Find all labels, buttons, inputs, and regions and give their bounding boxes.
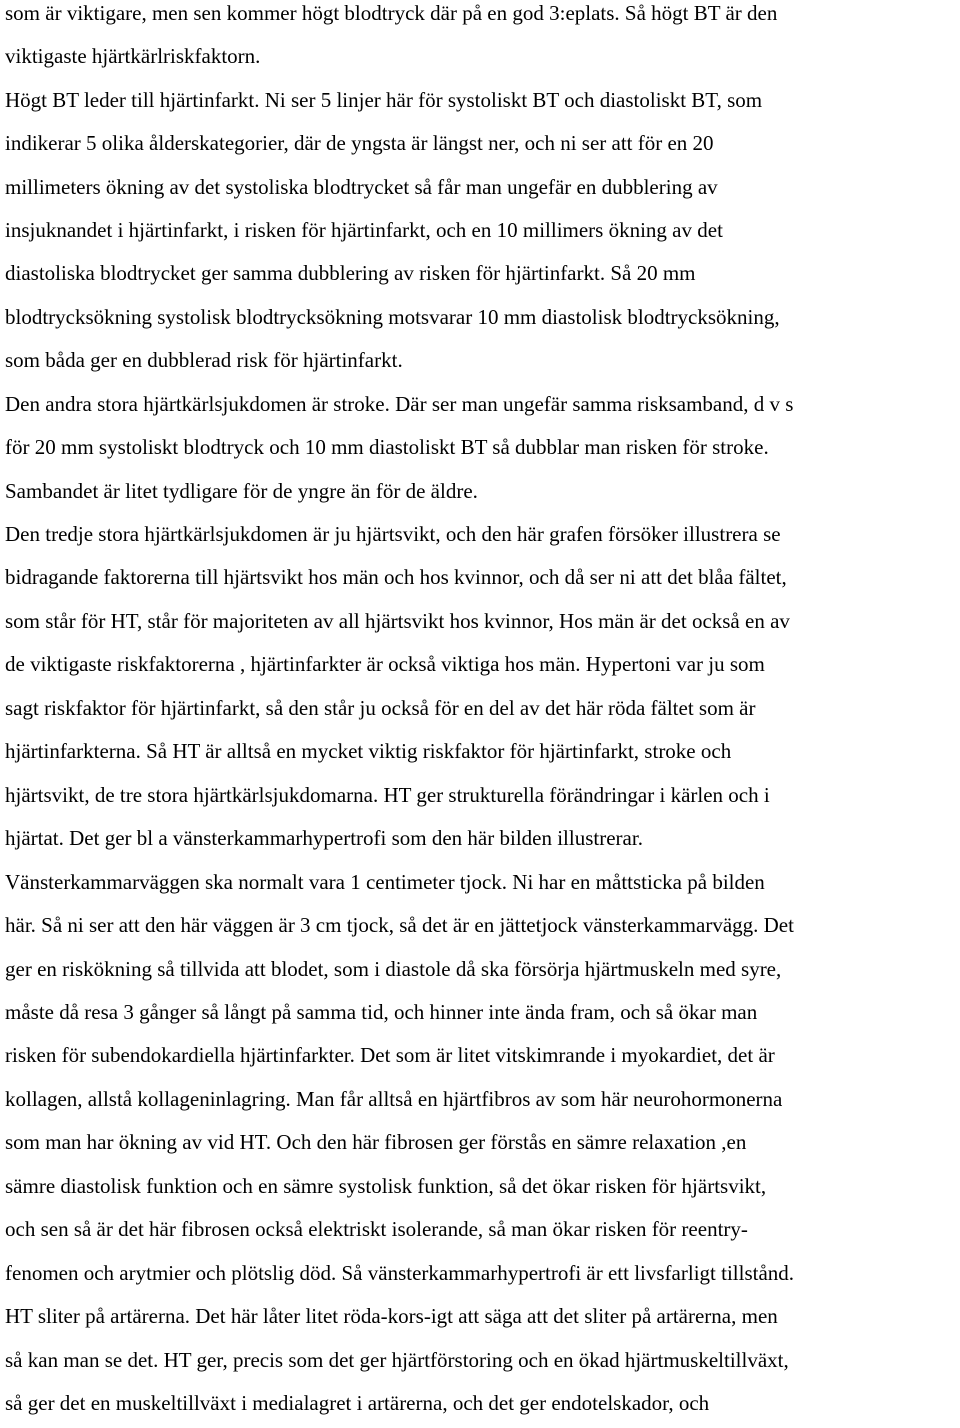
text-line: och sen så är det här fibrosen också elektriskt isolerande, så man ökar risken för reentry-	[5, 1217, 748, 1241]
text-line: här. Så ni ser att den här väggen är 3 cm tjock, så det är en jättetjock vänsterkammarvägg. Det	[5, 913, 794, 937]
text-line: Sambandet är litet tydligare för de yngre än för de äldre.	[5, 479, 478, 503]
text-line: risken för subendokardiella hjärtinfarkter. Det som är litet vitskimrande i myokardiet, det är	[5, 1043, 775, 1067]
text-line: insjuknandet i hjärtinfarkt, i risken för hjärtinfarkt, och en 10 millimers ökning av det	[5, 218, 723, 242]
text-line: indikerar 5 olika ålderskategorier, där de yngsta är längst ner, och ni ser att för en 20	[5, 131, 714, 155]
text-line: fenomen och arytmier och plötslig död. Så vänsterkammarhypertrofi är ett livsfarligt tillstånd.	[5, 1261, 795, 1285]
text-line: hjärtinfarkterna. Så HT är alltså en mycket viktig riskfaktor för hjärtinfarkt, stroke och	[5, 739, 732, 763]
text-line: för 20 mm systoliskt blodtryck och 10 mm diastoliskt BT så dubblar man risken för stroke.	[5, 435, 769, 459]
text-line: ger en riskökning så tillvida att blodet, som i diastole då ska försörja hjärtmuskeln med syre,	[5, 957, 782, 981]
text-line: Den andra stora hjärtkärlsjukdomen är stroke. Där ser man ungefär samma risksamband, d v s	[5, 392, 794, 416]
text-line: kollagen, allstå kollageninlagring. Man får alltså en hjärtfibros av som här neurohormonerna	[5, 1087, 783, 1111]
text-line: som är viktigare, men sen kommer högt blodtryck där på en god 3:eplats. Så högt BT är den	[5, 1, 778, 25]
text-line: som båda ger en dubblerad risk för hjärtinfarkt.	[5, 348, 403, 372]
text-line: diastoliska blodtrycket ger samma dubblering av risken för hjärtinfarkt. Så 20 mm	[5, 261, 696, 285]
text-line: de viktigaste riskfaktorerna , hjärtinfarkter är också viktiga hos män. Hypertoni var ju som	[5, 652, 765, 676]
text-line: blodtrycksökning systolisk blodtrycksökning motsvarar 10 mm diastolisk blodtrycksökning,	[5, 305, 780, 329]
text-line: Den tredje stora hjärtkärlsjukdomen är ju hjärtsvikt, och den här grafen försöker illustrera se	[5, 522, 781, 546]
text-line: så kan man se det. HT ger, precis som det ger hjärtförstoring och en ökad hjärtmuskeltillväxt,	[5, 1348, 789, 1372]
text-line: bidragande faktorerna till hjärtsvikt hos män och hos kvinnor, och då ser ni att det blåa fältet,	[5, 565, 787, 589]
text-line: måste då resa 3 gånger så långt på samma tid, och hinner inte ända fram, och så ökar man	[5, 1000, 758, 1024]
text-line: HT sliter på artärerna. Det här låter litet röda-kors-igt att säga att det sliter på artärerna, men	[5, 1304, 778, 1328]
text-line: som står för HT, står för majoriteten av all hjärtsvikt hos kvinnor, Hos män är det också en av	[5, 609, 790, 633]
text-line: millimeters ökning av det systoliska blodtrycket så får man ungefär en dubblering av	[5, 175, 718, 199]
text-line: som man har ökning av vid HT. Och den här fibrosen ger förstås en sämre relaxation ,en	[5, 1130, 747, 1154]
text-line: viktigaste hjärtkärlriskfaktorn.	[5, 44, 261, 68]
text-line: hjärtsvikt, de tre stora hjärtkärlsjukdomarna. HT ger strukturella förändringar i kärlen och i	[5, 783, 770, 807]
text-line: sagt riskfaktor för hjärtinfarkt, så den står ju också för en del av det här röda fältet som är	[5, 696, 756, 720]
text-line: sämre diastolisk funktion och en sämre systolisk funktion, så det ökar risken för hjärtsvikt,	[5, 1174, 767, 1198]
text-line: Högt BT leder till hjärtinfarkt. Ni ser 5 linjer här för systoliskt BT och diastoliskt BT, som	[5, 88, 763, 112]
text-line: Vänsterkammarväggen ska normalt vara 1 centimeter tjock. Ni har en måttsticka på bilden	[5, 870, 765, 894]
text-line: hjärtat. Det ger bl a vänsterkammarhypertrofi som den här bilden illustrerar.	[5, 826, 643, 850]
text-line: så ger det en muskeltillväxt i medialagret i artärerna, och det ger endotelskador, och	[5, 1391, 710, 1415]
